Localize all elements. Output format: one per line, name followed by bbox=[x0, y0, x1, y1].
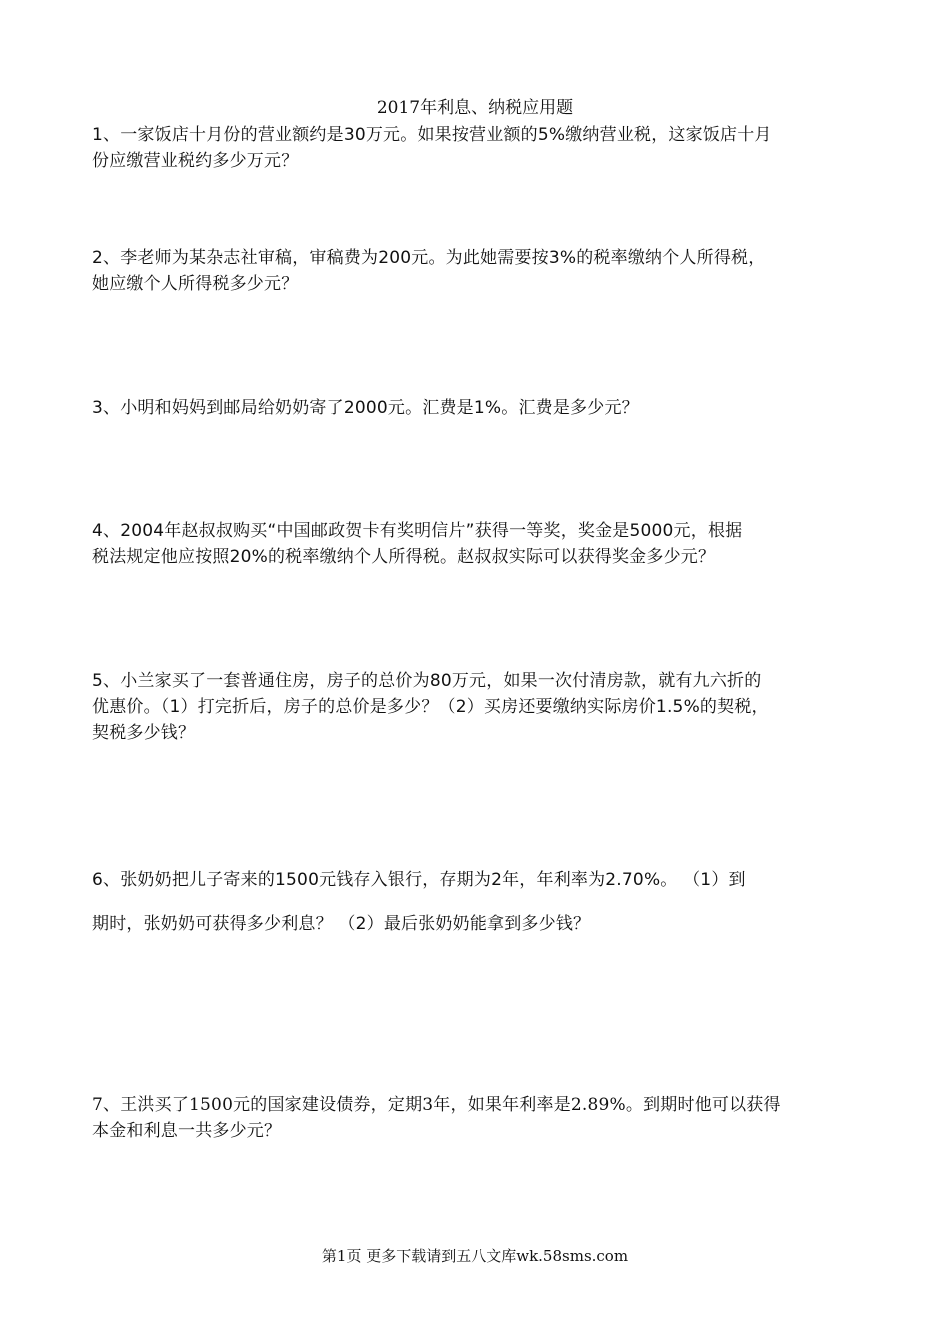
question-5-line-1: 5、小兰家买了一套普通住房，房子的总价为80万元，如果一次付清房款，就有九六折的 bbox=[92, 671, 762, 691]
question-2 bbox=[92, 245, 862, 297]
question-3-line-1: 3、小明和妈妈到邮局给奶奶寄了2000元。汇费是1%。汇费是多少元？ bbox=[92, 398, 639, 418]
question-7-line-1: 7、王洪买了1500元的国家建设债券，定期3年，如果年利率是2.89%。到期时他可以获得 bbox=[92, 1095, 781, 1115]
question-5-line-2: 优惠价。（1）打完折后，房子的总价是多少？（2）买房还要缴纳实际房价1.5%的契税， bbox=[92, 697, 769, 717]
question-6-line-1: 6、张奶奶把儿子寄来的1500元钱存入银行，存期为2年，年利率为2.70%。 （1）到 bbox=[92, 870, 746, 890]
question-6 bbox=[92, 867, 862, 937]
question-6-line-2: 期时，张奶奶可获得多少利息？ （2）最后张奶奶能拿到多少钱？ bbox=[92, 914, 591, 934]
page-footer: 第1页 更多下载请到五八文库wk.58sms.com bbox=[321, 1247, 629, 1265]
question-4-line-2: 税法规定他应按照20%的税率缴纳个人所得税。赵叔叔实际可以获得奖金多少元？ bbox=[92, 547, 716, 567]
question-1-line-2: 份应缴营业税约多少万元？ bbox=[92, 151, 299, 171]
question-2-line-2: 她应缴个人所得税多少元？ bbox=[92, 274, 299, 294]
question-5 bbox=[92, 668, 862, 746]
question-5-line-3: 契税多少钱？ bbox=[92, 723, 196, 743]
question-7 bbox=[92, 1092, 862, 1144]
question-2-line-1: 2、李老师为某杂志社审稿，审稿费为200元。为此她需要按3%的税率缴纳个人所得税， bbox=[92, 248, 766, 268]
question-7-line-2: 本金和利息一共多少元？ bbox=[92, 1121, 282, 1141]
question-4-line-1: 4、2004年赵叔叔购买“中国邮政贺卡有奖明信片”获得一等奖，奖金是5000元，根据 bbox=[92, 521, 743, 541]
question-1-line-1: 1、一家饭店十月份的营业额约是30万元。如果按营业额的5%缴纳营业税，这家饭店十月 bbox=[92, 125, 772, 145]
question-3 bbox=[92, 395, 862, 421]
question-4 bbox=[92, 518, 862, 570]
question-1 bbox=[92, 122, 862, 174]
document-title: 2017年利息、纳税应用题 bbox=[376, 98, 574, 118]
